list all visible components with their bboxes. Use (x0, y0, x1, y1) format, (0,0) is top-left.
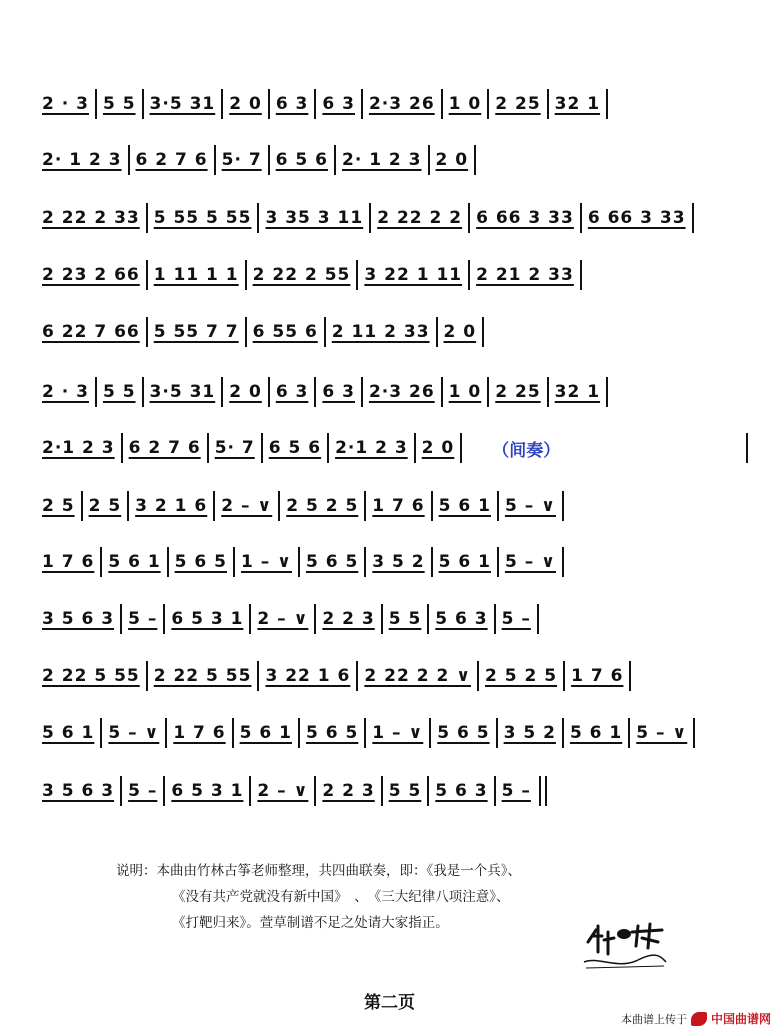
score-line (42, 488, 748, 524)
measure: 5 6 3 (435, 609, 488, 629)
measure: 6 22 7 66 (42, 322, 140, 342)
measure: 5 – ∨ (504, 496, 556, 516)
final-bar-line (539, 776, 541, 806)
measure: 3 5 6 3 (42, 609, 115, 629)
score-line (42, 430, 748, 466)
measure: 3·5 31 (149, 94, 216, 114)
bar-line (460, 433, 462, 463)
bar-line (95, 89, 97, 119)
bar-line (261, 433, 263, 463)
bar-line (257, 203, 259, 233)
bar-line (213, 491, 215, 521)
measure: 5 5 (102, 94, 136, 114)
bar-line (414, 433, 416, 463)
measure: 2 5 2 5 (286, 496, 359, 516)
bar-line (537, 604, 539, 634)
bar-line (207, 433, 209, 463)
bar-line (120, 776, 122, 806)
measure: 2 0 (421, 438, 455, 458)
bar-line (249, 604, 251, 634)
score-line (42, 658, 748, 694)
measure: 5 – ∨ (636, 723, 688, 743)
measure: 32 1 (554, 382, 601, 402)
measure: 2 2 3 (322, 781, 375, 801)
bar-line (441, 89, 443, 119)
bar-line (278, 491, 280, 521)
bar-line (146, 203, 148, 233)
bar-line (496, 718, 498, 748)
measure: 2·3 26 (368, 94, 435, 114)
bar-line (163, 604, 165, 634)
bar-line (369, 203, 371, 233)
bar-line (314, 377, 316, 407)
bar-line (431, 547, 433, 577)
measure: 6 66 3 33 (476, 208, 574, 228)
measure: 1 – ∨ (240, 552, 292, 572)
measure: 6 5 3 1 (171, 609, 244, 629)
measure: 2 22 2 55 (252, 265, 351, 285)
measure: 5 5 (388, 781, 422, 801)
bar-line (497, 491, 499, 521)
measure: 2 23 2 66 (42, 265, 140, 285)
measure: 2 25 (495, 382, 541, 402)
measure: 2 0 (443, 322, 477, 342)
note-line-1: 说明：本曲由竹林古筝老师整理，共四曲联奏，即：《我是一个兵》、 (116, 863, 521, 879)
bar-line (468, 260, 470, 290)
bar-line (693, 718, 695, 748)
bar-line (364, 547, 366, 577)
bar-line (95, 377, 97, 407)
measure: 5 – (501, 781, 531, 801)
measure: 2· 1 2 3 (341, 150, 422, 170)
bar-line (245, 317, 247, 347)
measure: 1 7 6 (571, 666, 624, 686)
bar-line (364, 491, 366, 521)
measure: 5· 7 (214, 438, 255, 458)
measure: 2·3 26 (368, 382, 435, 402)
bar-line (327, 433, 329, 463)
bar-line (100, 547, 102, 577)
bar-line (494, 776, 496, 806)
bar-line (142, 377, 144, 407)
measure: 2 22 2 33 (42, 208, 140, 228)
bar-line (427, 604, 429, 634)
measure: 2 0 (229, 94, 262, 114)
bar-line (245, 260, 247, 290)
measure: 5 6 1 (438, 552, 491, 572)
measure: 5 6 1 (239, 723, 292, 743)
measure: 3 2 1 6 (135, 496, 208, 516)
bar-line (127, 491, 129, 521)
measure: 2·1 2 3 (335, 438, 408, 458)
measure: 5 6 1 (438, 496, 491, 516)
bar-line (468, 203, 470, 233)
score-line (42, 142, 748, 178)
bar-line (562, 491, 564, 521)
bar-line (257, 661, 259, 691)
measure: 2·1 2 3 (42, 438, 115, 458)
bar-line (580, 203, 582, 233)
measure: 2 22 2 2 (377, 208, 463, 228)
score-line (42, 715, 748, 751)
bar-line (249, 776, 251, 806)
measure: 2 11 2 33 (331, 322, 430, 342)
measure: 2 5 (88, 496, 122, 516)
bar-line (146, 317, 148, 347)
bar-line (361, 89, 363, 119)
measure: 2 · 3 (42, 382, 89, 402)
measure: 5· 7 (221, 150, 262, 170)
measure: 5 55 7 7 (153, 322, 239, 342)
measure: 5 6 5 (437, 723, 490, 743)
measure: 5 55 5 55 (153, 208, 252, 228)
note-line-3: 《打靶归来》。萱草制谱不足之处请大家指正。 (172, 915, 449, 931)
measure: 3 5 2 (503, 723, 556, 743)
measure: 2 5 2 5 (485, 666, 558, 686)
measure: 2 · 3 (42, 94, 89, 114)
bar-line (580, 260, 582, 290)
bar-line (606, 377, 608, 407)
bar-line (298, 718, 300, 748)
score-line (42, 773, 748, 809)
score-line (42, 200, 748, 236)
measure: 2 0 (435, 150, 469, 170)
bar-line (163, 776, 165, 806)
measure: 5 – ∨ (504, 552, 556, 572)
bar-line (221, 377, 223, 407)
bar-line (428, 145, 430, 175)
measure: 3 5 2 (372, 552, 425, 572)
measure: 6 2 7 6 (135, 150, 208, 170)
page-label: 第二页 (364, 993, 415, 1013)
bar-line (429, 718, 431, 748)
bar-line (427, 776, 429, 806)
bar-line (474, 145, 476, 175)
bar-line (482, 317, 484, 347)
measure: 3 35 3 11 (265, 208, 364, 228)
bar-line (128, 145, 130, 175)
bar-line (146, 661, 148, 691)
bar-line (562, 547, 564, 577)
bar-line (268, 377, 270, 407)
bar-line (431, 491, 433, 521)
bar-line (268, 89, 270, 119)
bar-line (120, 604, 122, 634)
bar-line (441, 377, 443, 407)
bar-line (628, 718, 630, 748)
bar-line (487, 89, 489, 119)
note-line-2: 《没有共产党就没有新中国》 、 《三大纪律八项注意》、 (172, 889, 510, 905)
measure: 3 5 6 3 (42, 781, 115, 801)
measure: 6 55 6 (252, 322, 318, 342)
measure: 5 5 (388, 609, 422, 629)
bar-line (298, 547, 300, 577)
measure: 2 – ∨ (257, 781, 309, 801)
measure: 3 22 1 11 (364, 265, 463, 285)
measure: 6 5 3 1 (171, 781, 244, 801)
bar-line (497, 547, 499, 577)
bar-line (563, 661, 565, 691)
measure: 1 7 6 (42, 552, 95, 572)
bar-line (361, 377, 363, 407)
site-name-link[interactable]: 中国曲谱网 (710, 1012, 771, 1026)
bar-line (314, 776, 316, 806)
bar-line (547, 89, 549, 119)
bar-line (364, 718, 366, 748)
measure: 3 22 1 6 (265, 666, 351, 686)
measure: 1 0 (448, 94, 482, 114)
bar-line (232, 718, 234, 748)
bar-line (356, 661, 358, 691)
bar-line (142, 89, 144, 119)
bar-line (146, 260, 148, 290)
measure: 2 21 2 33 (476, 265, 574, 285)
measure: 1 11 1 1 (153, 265, 239, 285)
bar-line (314, 604, 316, 634)
bar-line (381, 776, 383, 806)
bar-line (221, 89, 223, 119)
bar-line (324, 317, 326, 347)
measure: 2 22 2 2 ∨ (364, 666, 471, 686)
measure: 5 5 (102, 382, 136, 402)
bar-line (436, 317, 438, 347)
measure: 2 5 (42, 496, 75, 516)
measure: 5 6 5 (174, 552, 227, 572)
bar-line (121, 433, 123, 463)
measure: 6 66 3 33 (587, 208, 686, 228)
upload-text: 本曲谱上传于 (620, 1012, 687, 1026)
bar-line (165, 718, 167, 748)
measure: 2 0 (229, 382, 262, 402)
measure: 5 – (128, 781, 158, 801)
score-line (42, 601, 748, 637)
score-line (42, 374, 748, 410)
bar-line (629, 661, 631, 691)
bar-line (214, 145, 216, 175)
measure: 6 3 (275, 382, 309, 402)
measure: 1 0 (448, 382, 482, 402)
measure: 2 2 3 (322, 609, 375, 629)
measure: 5 6 1 (569, 723, 623, 743)
bar-line (487, 377, 489, 407)
measure: 5 6 1 (42, 723, 95, 743)
measure: 5 – (128, 609, 158, 629)
site-logo-icon (691, 1012, 707, 1026)
score-line (42, 544, 748, 580)
measure: 2 25 (495, 94, 541, 114)
bar-line (100, 718, 102, 748)
measure: 6 5 6 (275, 150, 328, 170)
measure: 6 5 6 (268, 438, 322, 458)
measure: 2· 1 2 3 (42, 150, 122, 170)
measure: 2 22 5 55 (153, 666, 252, 686)
footer (621, 1010, 771, 1027)
bar-line (167, 547, 169, 577)
bar-line (562, 718, 564, 748)
bar-line (547, 377, 549, 407)
measure: 5 6 1 (108, 552, 161, 572)
measure: 1 7 6 (372, 496, 425, 516)
bar-line (334, 145, 336, 175)
measure: 1 – ∨ (372, 723, 424, 743)
measure: 2 – ∨ (257, 609, 309, 629)
bar-line (356, 260, 358, 290)
measure: 5 6 3 (435, 781, 488, 801)
score-line (42, 257, 748, 293)
bar-line (81, 491, 83, 521)
bar-line (477, 661, 479, 691)
bar-line (268, 145, 270, 175)
measure: 1 7 6 (173, 723, 226, 743)
measure: 6 2 7 6 (128, 438, 201, 458)
interlude-label: （间奏） (492, 440, 561, 461)
bar-line (381, 604, 383, 634)
bar-line (692, 203, 694, 233)
score-line (42, 314, 748, 350)
bar-line (746, 433, 748, 463)
measure: 5 6 5 (305, 723, 359, 743)
bar-line (233, 547, 235, 577)
measure: 5 6 5 (305, 552, 359, 572)
signature-logo (578, 912, 670, 976)
measure: 6 3 (275, 94, 309, 114)
score-line (42, 86, 748, 122)
measure: 3·5 31 (149, 382, 216, 402)
measure: 5 – (501, 609, 531, 629)
measure: 2 22 5 55 (42, 666, 140, 686)
measure: 6 3 (322, 94, 355, 114)
bar-line (606, 89, 608, 119)
bar-line (314, 89, 316, 119)
measure: 2 – ∨ (221, 496, 273, 516)
measure: 32 1 (554, 94, 601, 114)
measure: 5 – ∨ (108, 723, 160, 743)
bar-line (494, 604, 496, 634)
measure: 6 3 (322, 382, 355, 402)
